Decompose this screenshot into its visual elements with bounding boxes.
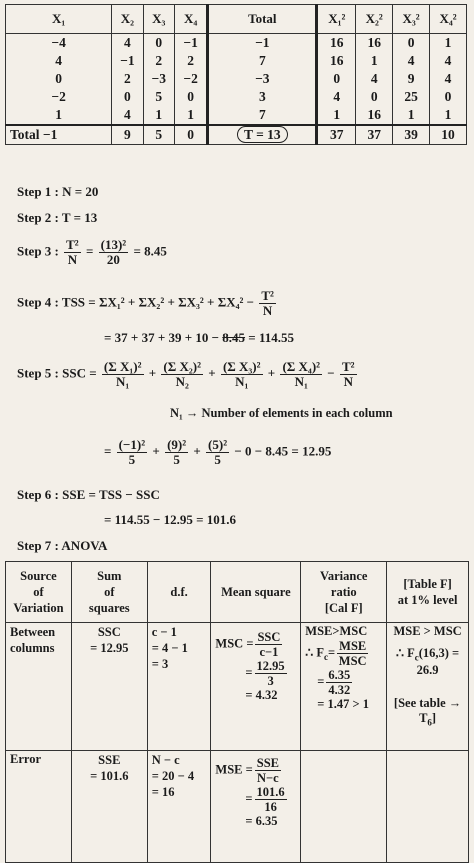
table-cell: 3 [208,88,317,106]
equals: = [104,443,112,459]
table-cell: 7 [208,52,317,70]
table-cell: 4 [356,70,393,88]
expr: 8.45 [222,330,246,345]
denominator: N₁ [116,374,130,389]
header-line: Variation [13,601,64,615]
fraction [99,238,129,267]
numerator: (13)² [100,237,127,252]
header-line: Source [20,569,57,583]
denominator: N [262,303,273,318]
source-cell [6,623,72,751]
cell-line: SSC [97,625,121,639]
equals: = [245,791,253,806]
step-6-line-2: = 114.55 − 12.95 = 101.6 [104,512,237,527]
table-cell: 1 [174,106,207,125]
table-cell: 1 [430,106,467,125]
result: − 0 − 8.45 = 12.95 [234,443,332,459]
equals: = [245,665,253,680]
table-cell: 0 [174,125,207,145]
total-label: Total −1 [6,125,112,145]
col-header: X₃² [393,5,430,34]
denominator: 4.32 [328,683,351,697]
anova-row-error [6,751,469,863]
vr-condition: MSE>MSC [305,624,368,638]
table-cell: 1 [393,106,430,125]
numerator: MSE [339,639,367,653]
denominator: N₁ [235,374,249,389]
table-cell: 39 [393,125,430,145]
header-line: of [33,585,44,599]
table-body [6,34,467,126]
fraction [221,360,263,389]
tf-cell [387,623,469,751]
table-cell: 0 [6,70,112,88]
cell-line: = 16 [151,785,175,799]
numerator: (Σ X₄)² [282,359,321,374]
numerator: T² [261,288,274,303]
tf-note-end: ] [431,710,437,725]
table-cell: 1 [143,106,174,125]
table-row [6,52,467,70]
step-2: Step 2 : T = 13 [17,210,98,225]
table-cell: 4 [112,106,143,125]
table-cell: 9 [112,125,143,145]
fraction [255,659,287,688]
col-header: Total [208,5,317,34]
result: = 8.45 [133,243,167,259]
table-cell: 2 [112,70,143,88]
col-header: X₂² [356,5,393,34]
denominator: 16 [264,800,277,814]
fc-label: ∴ F [396,646,415,660]
df-cell [147,623,211,751]
denominator: N₁ [294,374,308,389]
col-header-ms: Mean square [211,562,301,623]
table-cell: 1 [317,106,356,125]
table-cell: 9 [393,70,430,88]
numerator: (Σ X₃)² [222,359,261,374]
table-cell: 16 [317,52,356,70]
table-cell: 7 [208,106,317,125]
header-line: Variance [320,569,368,583]
cell-line: N − c [151,753,180,767]
cell-line: = 101.6 [90,769,129,783]
table-cell: 2 [143,52,174,70]
vr-cell [301,623,387,751]
table-cell: 16 [317,34,356,53]
step-7: Step 7 : ANOVA [17,538,108,553]
table-row [6,70,467,88]
vr-cell-empty [301,751,387,863]
table-cell: 0 [174,88,207,106]
fraction [280,360,322,389]
step-4 [17,289,278,318]
cell-line: c − 1 [151,625,177,639]
numerator: (9)² [167,437,187,452]
table-cell: −1 [112,52,143,70]
table-cell: 1 [430,34,467,53]
vr-result: = 1.47 > 1 [317,697,370,711]
grand-total: T = 13 [237,126,288,143]
step-1: Step 1 : N = 20 [17,184,99,199]
denominator: N [67,252,78,267]
step-4-label: Step 4 : TSS = ΣX₁² + ΣX₂² + ΣX₃² + ΣX₄² − [17,294,255,310]
denominator: MSC [338,654,367,668]
table-cell: 4 [430,52,467,70]
fraction [206,438,229,467]
table-cell: 25 [393,88,430,106]
col-header-df: d.f. [147,562,211,623]
cell-line: = 20 − 4 [151,769,195,783]
table-cell: −3 [143,70,174,88]
table-cell: 4 [393,52,430,70]
fraction [255,630,282,659]
ms-label: MSE = [215,762,253,777]
numerator: 6.35 [328,668,351,682]
total-row [6,125,467,145]
fraction [117,438,147,467]
sum-cell [71,623,147,751]
fraction [340,360,357,389]
table-cell: −2 [6,88,112,106]
table-cell: 10 [430,125,467,145]
step-3-label: Step 3 : [17,243,59,259]
step-5-note: N₁ → Number of elements in each column [170,406,393,420]
grand-total-cell [208,125,317,145]
table-cell: 0 [430,88,467,106]
table-cell: 4 [6,52,112,70]
header-line: [Table F] [403,577,452,591]
tf-cell-empty [387,751,469,863]
fraction [102,360,144,389]
step-5-line-2: = $\frac{\text{(−1)²}}{5}$ + $\frac{\text{(9)²}}{5}$ + $\frac{\text{(5)²}}{5}$ − 0 − 8.45 = 12.95 [104,437,332,467]
table-cell: 0 [143,34,174,53]
sum-cell [71,751,147,863]
col-header: X₃ [143,5,174,34]
table-cell: 1 [356,52,393,70]
table-cell: 5 [143,88,174,106]
table-cell: 16 [356,34,393,53]
table-cell: 0 [112,88,143,106]
cell-line: = 4 − 1 [151,641,188,655]
anova-header-row [6,562,469,623]
denominator: c−1 [259,645,279,659]
equals: = [85,243,94,259]
ms-result: = 6.35 [245,814,278,828]
data-table [5,4,467,145]
tf-value: (16,3) = 26.9 [416,646,460,677]
header-line: squares [88,601,130,615]
df-cell [147,751,211,863]
tf-condition: MSE > MSC [393,624,462,638]
col-header-vr [301,562,387,623]
numerator: T² [341,359,355,374]
table-cell: 4 [430,70,467,88]
col-header: X₄² [430,5,467,34]
col-header: X₄ [174,5,207,34]
col-header: X₂ [112,5,143,34]
denominator: 20 [106,252,120,267]
source-cell: Error [6,751,72,863]
table-cell: 16 [356,106,393,125]
table-cell: −1 [208,34,317,53]
header-line: Sum [97,569,122,583]
cell-line: Between [10,625,56,639]
table-cell: 0 [317,70,356,88]
table-row [6,88,467,106]
cell-line: = 12.95 [90,641,129,655]
numerator: (−1)² [118,437,146,452]
step-3 [17,238,167,267]
step-5: Step 5 : SSC = $\frac{\text{(Σ X₁)²}}{\text{N₁}}$ + $\frac{\text{(Σ X₂)²}}{\text{N₂}}$ + $\frac{\text{(Σ X₃)²}}{\text{N₁}}$ + $\frac{\text{(Σ X₄)²}}{\text{N₁}}$ − $\frac{\text{T²}}{N}$ [17,359,355,389]
header-line: ratio [330,585,357,599]
col-header: X₁ [6,5,112,34]
fraction [161,360,203,389]
table-cell: 4 [317,88,356,106]
numerator: 101.6 [256,785,285,799]
fraction [326,668,352,697]
col-header-source [6,562,72,623]
ms-cell [211,751,301,863]
denominator: 3 [267,674,274,688]
ms-result: = 4.32 [245,688,278,702]
cell-line: columns [10,641,55,655]
step-6: Step 6 : SSE = TSS − SSC [17,487,160,502]
table-cell: 1 [6,106,112,125]
denominator: 5 [128,452,136,467]
col-header-sum [71,562,147,623]
fraction [255,756,281,785]
numerator: 12.95 [256,659,285,673]
cell-line: SSE [98,753,121,767]
ms-label: MSC = [215,636,254,651]
numerator: T² [66,237,79,252]
numerator: SSC [257,630,281,644]
step-4-line-2 [104,330,294,346]
table-cell: −1 [174,34,207,53]
tf-note-sub: 6 [427,717,432,727]
numerator: (Σ X₂)² [163,359,202,374]
fc-sub: c [414,652,419,663]
denominator: N [343,374,353,389]
table-cell: 0 [356,88,393,106]
denominator: 5 [214,452,221,467]
tf-note: [See table → T [393,695,462,725]
denominator: N−c [257,771,279,785]
header-line: at 1% level [397,593,458,607]
header-line: [Cal F] [324,601,363,615]
table-cell: −2 [174,70,207,88]
table-cell: −4 [6,34,112,53]
equals: = [317,674,325,689]
table-cell: 37 [317,125,356,145]
fraction [64,238,81,267]
denominator: N₂ [175,374,189,389]
cell-line: = 3 [151,657,169,671]
table-cell: 0 [393,34,430,53]
table-header-row [6,5,467,34]
equals: = [328,645,336,660]
numerator: (Σ X₁)² [103,359,142,374]
fraction [337,639,368,668]
fraction [259,289,276,318]
fraction [255,785,287,814]
anova-table [5,561,469,863]
table-cell: 2 [174,52,207,70]
table-row [6,106,467,125]
fc-label: ∴ F [305,645,325,660]
fraction [165,438,188,467]
table-cell: 4 [112,34,143,53]
step-5-label: Step 5 : SSC = [17,365,97,381]
result: = 114.55 [248,330,294,345]
col-header-tf [387,562,469,623]
anova-row-between [6,623,469,751]
col-header: X₁² [317,5,356,34]
numerator: SSE [256,756,280,770]
fc-sub: c [324,651,329,662]
table-row [6,34,467,53]
numerator: (5)² [208,437,228,452]
denominator: 5 [173,452,180,467]
table-cell: 37 [356,125,393,145]
table-cell: −3 [208,70,317,88]
expr: = 37 + 37 + 39 + 10 − [104,330,220,345]
ms-cell [211,623,301,751]
table-cell: 5 [143,125,174,145]
header-line: of [104,585,115,599]
